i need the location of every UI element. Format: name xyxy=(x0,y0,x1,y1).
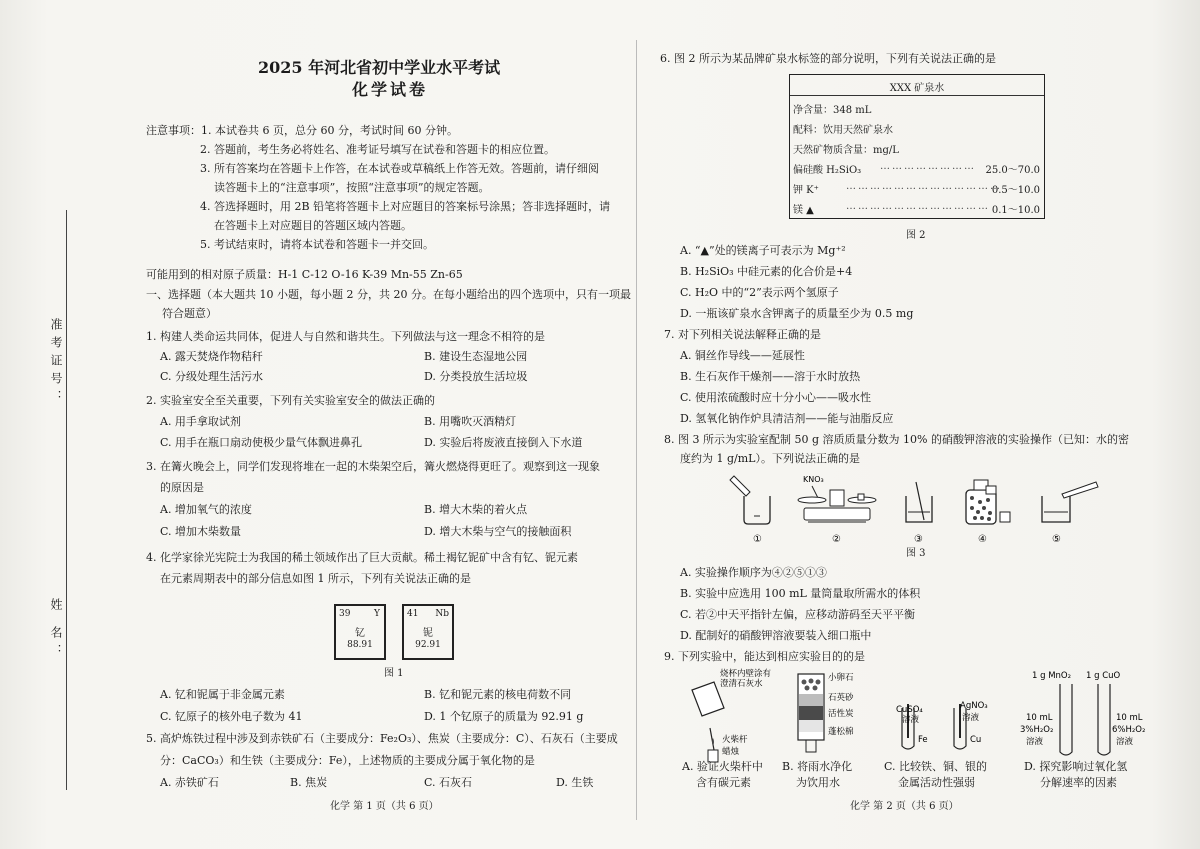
fig9-b1: 小卵石 xyxy=(828,673,854,683)
label-dots-2: ………………………………… xyxy=(846,181,1002,192)
fig9-a2: 澄清石灰水 xyxy=(720,679,763,689)
q2-stem: 2. 实验室安全至关重要，下列有关实验室安全的做法正确的 xyxy=(146,394,435,407)
niobium-symbol: Nb xyxy=(435,609,449,619)
q4-option-a: A. 钇和铌属于非金属元素 xyxy=(160,688,285,701)
q5-option-b: B. 焦炭 xyxy=(290,776,328,789)
note-2: 2. 答题前，考生务必将姓名、准考证号填写在试卷和答题卡的相应位置。 xyxy=(200,143,555,156)
fig9-a1: 烧杯内壁涂有 xyxy=(720,669,772,679)
fig9-a4: 蜡烛 xyxy=(722,747,740,757)
beaker-pour-icon xyxy=(730,476,770,524)
element-cell-yttrium xyxy=(334,604,386,660)
mineral-water-label xyxy=(789,74,1045,219)
seal-line xyxy=(66,210,67,790)
note-3b: 读答题卡上的“注意事项”，按照“注意事项”的规定答题。 xyxy=(214,181,490,194)
note-1: 注意事项：1. 本试卷共 6 页，总分 60 分，考试时间 60 分钟。 xyxy=(146,124,458,137)
note-3a: 3. 所有答案均在答题卡上作答，在本试卷或草稿纸上作答无效。答题前，请仔细阅 xyxy=(200,162,599,175)
name-label: 姓 名： xyxy=(49,598,63,662)
label-title: XXX 矿泉水 xyxy=(889,83,945,94)
q5-stem-cont: 分：CaCO₃）和生铁（主要成分：Fe），上述物质的主要成分属于氧化物的是 xyxy=(160,754,535,767)
note-4a: 4. 答选择题时，用 2B 铅笔将答题卡上对应题目的答案标号涂黑；答非选择题时，请 xyxy=(200,200,611,213)
q1-option-d: D. 分类投放生活垃圾 xyxy=(424,370,528,383)
exam-title: 2025 年河北省初中学业水平考试 xyxy=(258,58,501,77)
fig9-d1: 1 g MnO₂ xyxy=(1032,671,1072,681)
exam-subtitle: 化学试卷 xyxy=(352,80,429,99)
q3-stem: 3. 在篝火晚会上，同学们发现将堆在一起的木柴架空后，篝火燃烧得更旺了。观察到这一现象 xyxy=(146,460,600,473)
page-1-footer: 化学 第 1 页（共 6 页） xyxy=(330,801,439,812)
atomic-masses: 可能用到的相对原子质量：H-1 C-12 O-16 K-39 Mn-55 Zn-65 xyxy=(146,268,463,281)
ticket-label: 准考证号： xyxy=(49,318,63,408)
q9-d-line1: D. 探究影响过氧化氢 xyxy=(1024,760,1128,773)
q9-d-line2: 分解速率的因素 xyxy=(1040,776,1117,789)
label-magnesium-value: 0.1～10.0 xyxy=(991,205,1040,216)
element-cell-niobium xyxy=(402,604,454,660)
kno3-label: KNO₃ xyxy=(803,475,824,484)
q9-apparatus xyxy=(680,668,1150,764)
q7-option-a: A. 铜丝作导线——延展性 xyxy=(680,349,805,362)
q3-option-d: D. 增大木柴与空气的接触面积 xyxy=(424,525,572,538)
q1-option-b: B. 建设生态湿地公园 xyxy=(424,350,528,363)
q5-option-a: A. 赤铁矿石 xyxy=(160,776,219,789)
q3-option-b: B. 增大木柴的着火点 xyxy=(424,503,528,516)
q6-stem: 6. 图 2 所示为某品牌矿泉水标签的部分说明，下列有关说法正确的是 xyxy=(660,52,996,65)
page-divider xyxy=(636,40,637,820)
figure-2-caption: 图 2 xyxy=(906,230,926,241)
q8-option-a: A. 实验操作顺序为④②⑤①③ xyxy=(680,566,827,579)
q8-option-b: B. 实验中应选用 100 mL 量筒量取所需水的体积 xyxy=(680,587,921,600)
step-2-label: ② xyxy=(832,534,841,545)
q8-stem: 8. 图 3 所示为实验室配制 50 g 溶质质量分数为 10% 的硝酸钾溶液的实验操作（已知：水的密 xyxy=(664,433,1129,446)
q6-option-d: D. 一瓶该矿泉水含钾离子的质量至少为 0.5 mg xyxy=(680,307,914,320)
q9-b-line1: B. 将雨水净化 xyxy=(782,760,853,773)
q1-stem: 1. 构建人类命运共同体，促进人与自然和谐共生。下列做法与这一理念不相符的是 xyxy=(146,330,545,343)
q9-b-line2: 为饮用水 xyxy=(796,776,840,789)
q9-stem: 9. 下列实验中，能达到相应实验目的的是 xyxy=(664,650,865,663)
section-heading-cont: 符合题意） xyxy=(162,307,217,320)
fig9-d7: 6%H₂O₂ xyxy=(1112,725,1146,735)
label-potassium-key: 钾 K⁺ xyxy=(793,185,819,196)
label-rule xyxy=(790,95,1044,96)
q4-option-b: B. 钇和铌元素的核电荷数不同 xyxy=(424,688,572,701)
q2-option-b: B. 用嘴吹灭酒精灯 xyxy=(424,415,517,428)
fig9-d4: 3%H₂O₂ xyxy=(1020,725,1054,735)
step-5-label: ⑤ xyxy=(1052,534,1061,545)
niobium-number: 41 xyxy=(407,609,419,619)
q8-option-d: D. 配制好的硝酸钾溶液要装入细口瓶中 xyxy=(680,629,872,642)
q4-stem-cont: 在元素周期表中的部分信息如图 1 所示，下列有关说法正确的是 xyxy=(160,572,471,585)
label-silicic-key: 偏硅酸 H₂SiO₃ xyxy=(793,165,862,176)
q8-option-c: C. 若②中天平指针左偏，应移动游码至天平平衡 xyxy=(680,608,916,621)
niobium-name: 铌 xyxy=(423,628,433,639)
q3-option-a: A. 增加氧气的浓度 xyxy=(160,503,252,516)
q6-option-b: B. H₂SiO₃ 中硅元素的化合价是+4 xyxy=(680,265,853,278)
figure-3-apparatus xyxy=(720,468,1120,556)
q7-option-c: C. 使用浓硫酸时应十分小心——吸水性 xyxy=(680,391,872,404)
water-filter-icon xyxy=(798,672,854,752)
label-ingredients: 配料：饮用天然矿泉水 xyxy=(793,125,893,136)
beaker-candle-icon xyxy=(692,668,772,762)
q8-stem-cont: 度约为 1 g/mL）。下列说法正确的是 xyxy=(680,452,860,465)
label-magnesium-key: 镁 ▲ xyxy=(793,205,814,216)
q9-a-line1: A. 验证火柴杆中 xyxy=(682,760,763,773)
q2-option-d: D. 实验后将废液直接倒入下水道 xyxy=(424,436,583,449)
page-2-footer: 化学 第 2 页（共 6 页） xyxy=(850,801,959,812)
q7-stem: 7. 对下列相关说法解释正确的是 xyxy=(664,328,821,341)
yttrium-number: 39 xyxy=(339,609,351,619)
fig9-c6: Cu xyxy=(970,735,982,745)
label-dots-1: …………………… xyxy=(880,161,976,172)
q9-a-line2: 含有碳元素 xyxy=(696,776,751,789)
q9-c-line1: C. 比较铁、铜、银的 xyxy=(884,760,988,773)
step-3-label: ③ xyxy=(914,534,923,545)
fig9-b4: 蓬松棉 xyxy=(828,727,854,737)
q4-option-d: D. 1 个钇原子的质量为 92.91 g xyxy=(424,710,584,723)
q7-option-b: B. 生石灰作干燥剂——溶于水时放热 xyxy=(680,370,861,383)
label-potassium-value: 0.5～10.0 xyxy=(991,185,1040,196)
section-heading: 一、选择题（本大题共 10 小题，每小题 2 分，共 20 分。在每小题给出的四个选项中，只有一项最 xyxy=(146,288,631,301)
fig9-c1: CuSO₄ xyxy=(896,705,923,715)
fig9-c2: 溶液 xyxy=(902,715,920,725)
stirring-beaker-icon xyxy=(906,482,932,522)
fig9-b2: 石英砂 xyxy=(828,693,854,703)
figure-1-caption: 图 1 xyxy=(384,668,404,679)
label-dots-3: ……………………………… xyxy=(846,201,990,212)
yttrium-name: 钇 xyxy=(355,628,365,639)
q5-option-d: D. 生铁 xyxy=(556,776,594,789)
peroxide-tubes-icon xyxy=(1020,671,1145,755)
balance-icon xyxy=(798,475,876,522)
fig9-c4: AgNO₃ xyxy=(960,701,988,711)
label-volume: 净含量：348 mL xyxy=(793,105,872,116)
q5-option-c: C. 石灰石 xyxy=(424,776,473,789)
q4-option-c: C. 钇原子的核外电子数为 41 xyxy=(160,710,303,723)
fig9-b3: 活性炭 xyxy=(828,709,854,719)
fig9-d6: 10 mL xyxy=(1116,713,1143,723)
q4-stem: 4. 化学家徐光宪院士为我国的稀土领域作出了巨大贡献。稀土褐钇铌矿中含有钇、铌元素 xyxy=(146,551,578,564)
step-4-label: ④ xyxy=(978,534,987,545)
note-5: 5. 考试结束时，请将本试卷和答题卡一并交回。 xyxy=(200,238,434,251)
fig9-a3: 火柴杆 xyxy=(722,735,748,745)
yttrium-symbol: Y xyxy=(374,609,380,619)
q1-option-c: C. 分级处理生活污水 xyxy=(160,370,264,383)
fig9-d3: 10 mL xyxy=(1026,713,1053,723)
label-silicic-value: 25.0～70.0 xyxy=(985,165,1040,176)
reagent-bottle-icon xyxy=(966,480,1010,524)
q1-option-a: A. 露天焚烧作物秸秆 xyxy=(160,350,263,363)
q9-c-line2: 金属活动性强弱 xyxy=(898,776,975,789)
q5-stem: 5. 高炉炼铁过程中涉及到赤铁矿石（主要成分：Fe₂O₃）、焦炭（主要成分：C）、石灰石（主要成 xyxy=(146,732,618,745)
metal-tubes-icon xyxy=(896,701,988,749)
step-1-label: ① xyxy=(753,534,762,545)
q3-stem-cont: 的原因是 xyxy=(160,481,204,494)
q6-option-c: C. H₂O 中的“2”表示两个氢原子 xyxy=(680,286,839,299)
pour-cylinder-icon xyxy=(1042,482,1098,522)
yttrium-mass: 88.91 xyxy=(347,640,373,650)
note-4b: 在答题卡上对应题目的答题区域内答题。 xyxy=(214,219,412,232)
fig9-c5: 溶液 xyxy=(962,713,980,723)
fig9-d2: 1 g CuO xyxy=(1086,671,1121,681)
q2-option-a: A. 用手拿取试剂 xyxy=(160,415,241,428)
niobium-mass: 92.91 xyxy=(415,640,441,650)
q7-option-d: D. 氢氧化钠作炉具清洁剂——能与油脂反应 xyxy=(680,412,894,425)
q2-option-c: C. 用手在瓶口扇动使极少量气体飘进鼻孔 xyxy=(160,436,363,449)
fig9-c3: Fe xyxy=(918,735,928,745)
fig9-d8: 溶液 xyxy=(1116,737,1134,747)
label-minerals: 天然矿物质含量：mg/L xyxy=(793,145,899,156)
fig9-d5: 溶液 xyxy=(1026,737,1044,747)
q6-option-a: A. “▲”处的镁离子可表示为 Mg⁺² xyxy=(680,244,846,257)
figure-3-caption: 图 3 xyxy=(906,548,926,559)
q3-option-c: C. 增加木柴数量 xyxy=(160,525,242,538)
